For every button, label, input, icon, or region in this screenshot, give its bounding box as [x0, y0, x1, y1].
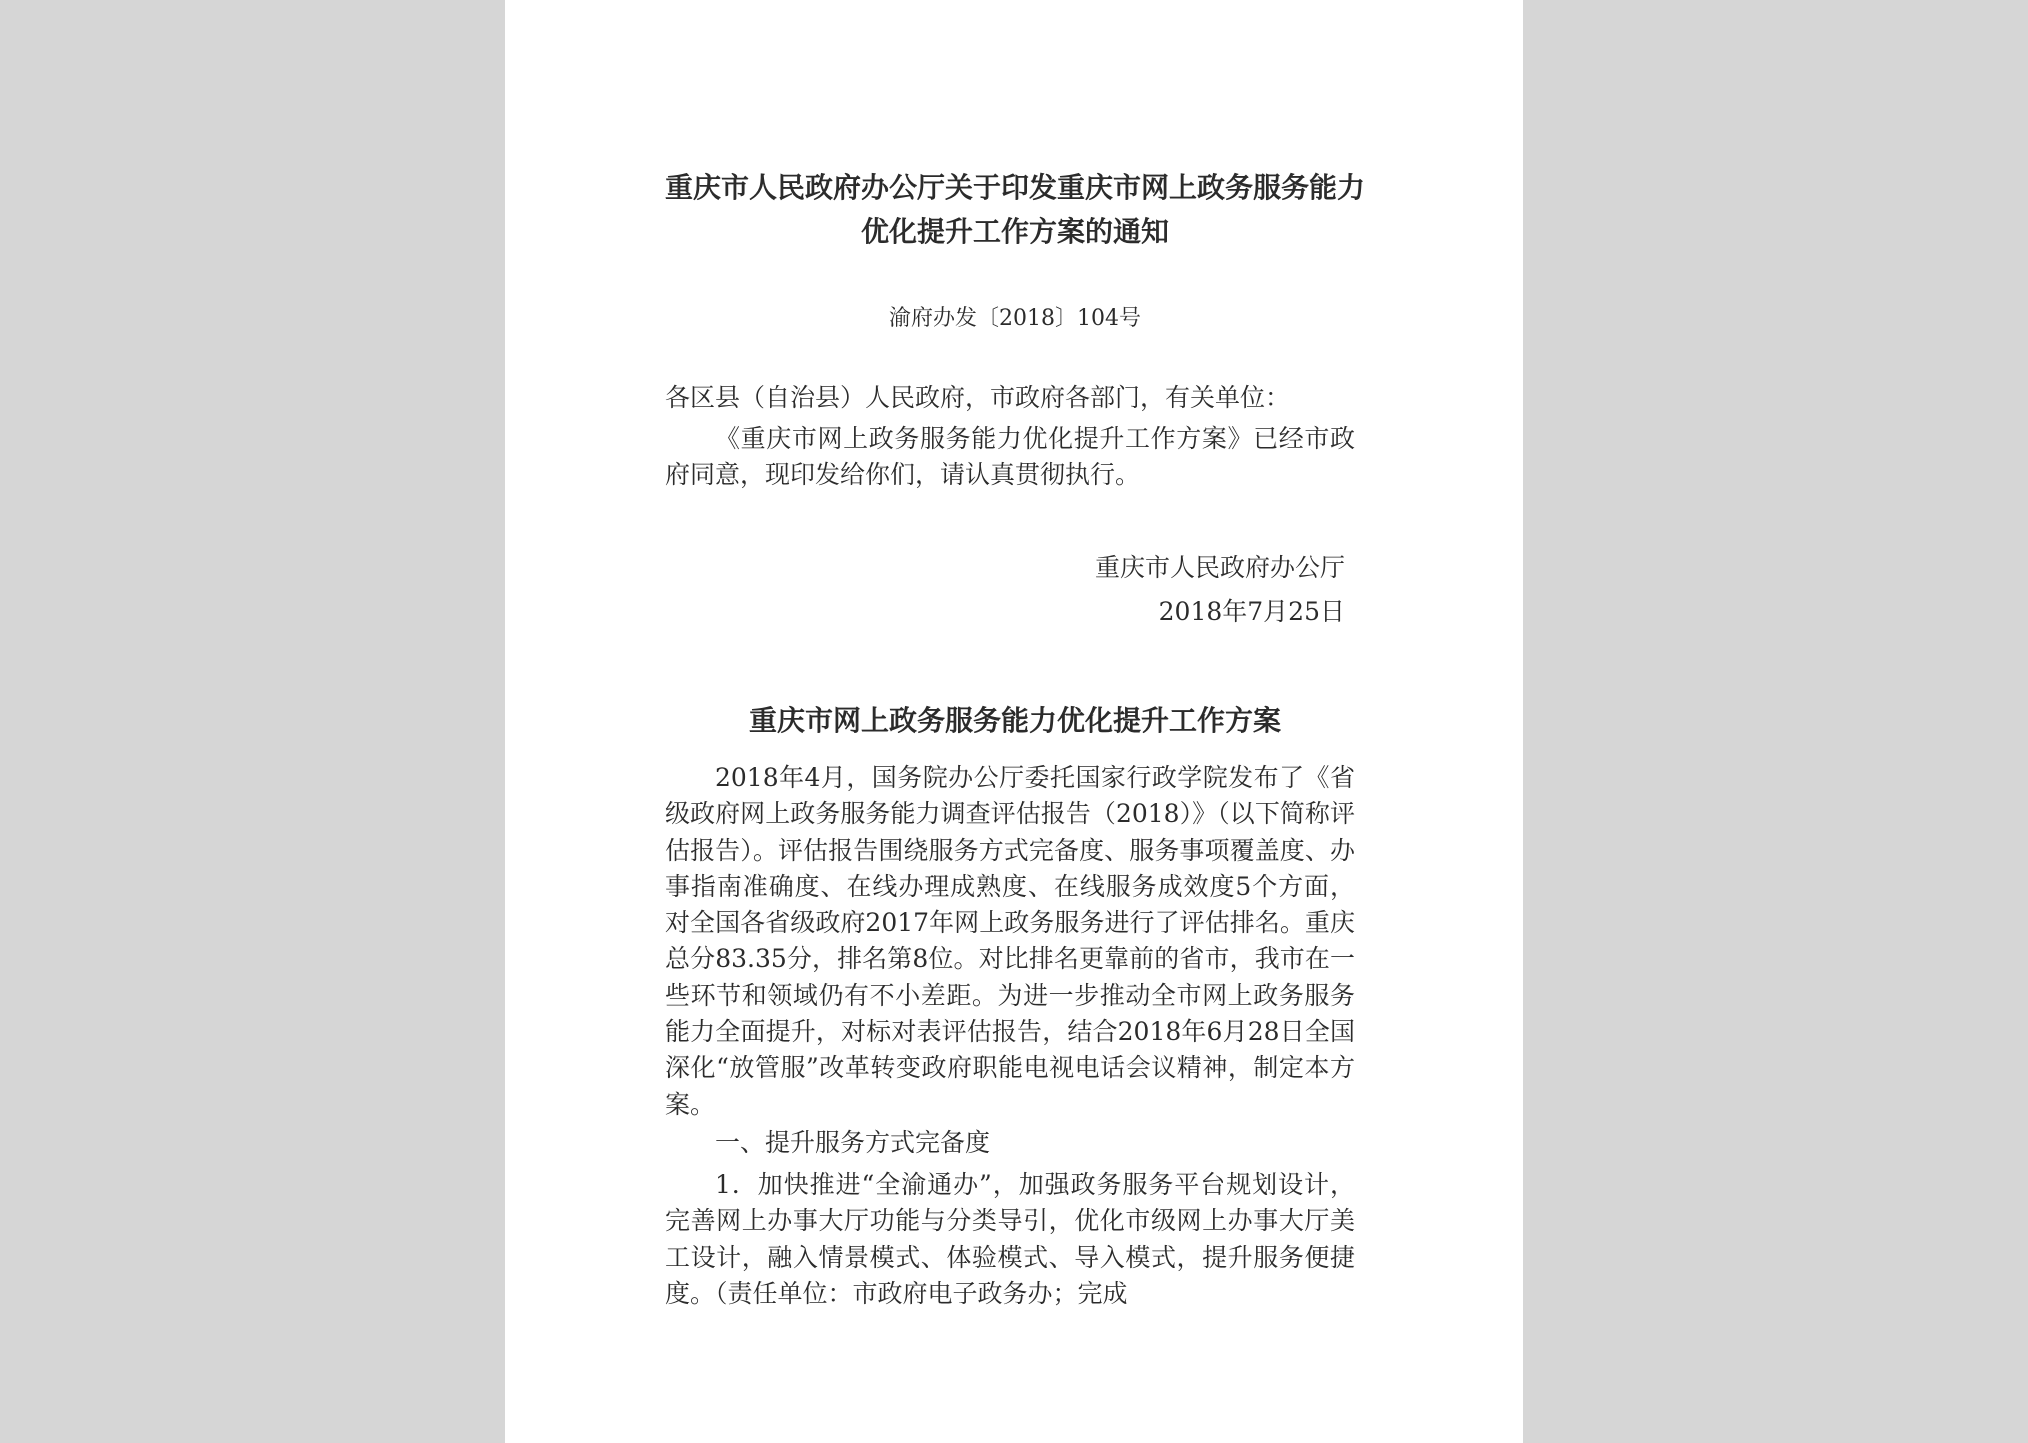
document-number: 渝府办发〔2018〕104号 — [889, 306, 1141, 331]
signature-organization: 重庆市人民政府办公厅 — [1094, 553, 1345, 582]
plan-title: 重庆市网上政务服务能力优化提升工作方案 — [748, 704, 1281, 738]
intro-paragraph: 《重庆市网上政务服务能力优化提升工作方案》已经市政府同意，现印发给你们，请认真贯彻执行。 — [665, 424, 1355, 489]
item-paragraph: 1．加快推进“全渝通办”，加强政务服务平台规划设计，完善网上办事大厅功能与分类导引，优化市级网上办事大厅美工设计，融入情景模式、体验模式、导入模式，提升服务便捷度。（责任单位：市政府电子政务办；完成 — [665, 1170, 1355, 1308]
signature-date: 2018年7月25日 — [1158, 597, 1345, 626]
section-heading: 一、提升服务方式完备度 — [715, 1128, 991, 1157]
plan-intro-paragraph: 2018年4月，国务院办公厅委托国家行政学院发布了《省级政府网上政务服务能力调查评估报告（2018）》（以下简称评估报告）。评估报告围绕服务方式完备度、服务事项覆盖度、办事指南准确度、在线办理成熟度、在线服务成效度5个方面，对全国各省级政府2017年网上政务服务进行了评估排名。重庆总分83.35分，排名第8位。对比排名更靠前的省市，我市在一些环节和领域仍有不小差距。为进一步推动全市网上政务服务能力全面提升，对标对表评估报告，结合2018年6月28日全国深化“放管服”改革转变政府职能电视电话会议精神，制定本方案。 — [665, 763, 1355, 1119]
document-page — [505, 0, 1523, 1443]
addressee: 各区县（自治县）人民政府，市政府各部门，有关单位： — [665, 383, 1291, 412]
notice-title: 重庆市人民政府办公厅关于印发重庆市网上政务服务能力优化提升工作方案的通知 — [665, 171, 1366, 248]
